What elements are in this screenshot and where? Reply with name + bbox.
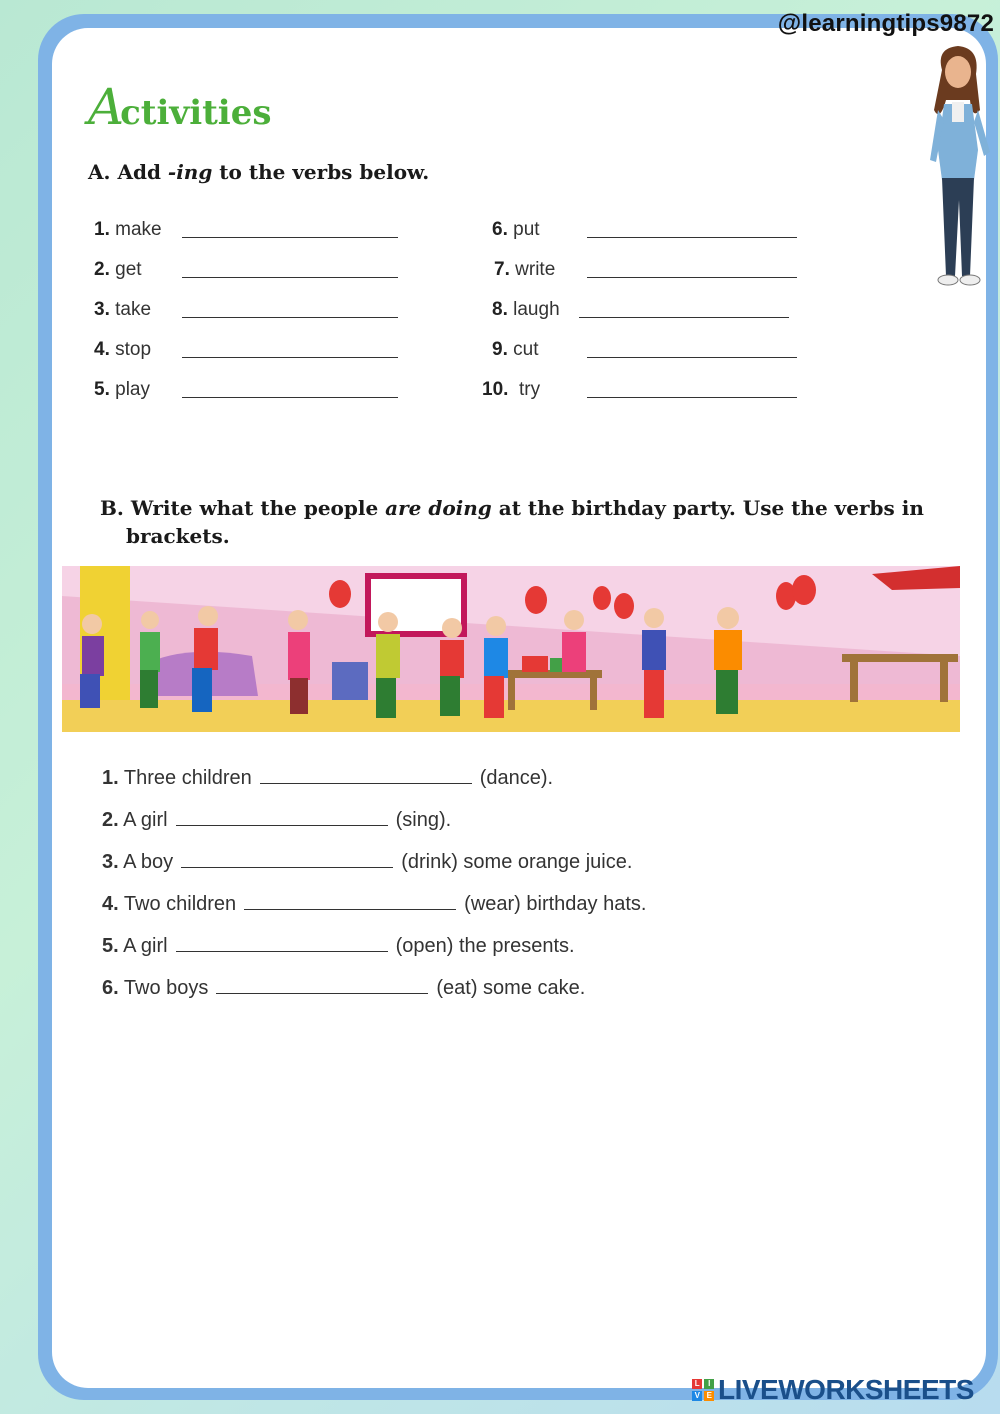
section-b-heading xyxy=(100,494,930,550)
sentence-3: 3. A boy (drink) some orange juice. xyxy=(102,851,633,873)
answer-line-6[interactable] xyxy=(587,237,797,238)
verb-item-1: 1. make xyxy=(94,219,162,240)
verb-item-3: 3. take xyxy=(94,299,152,320)
answer-line-5[interactable] xyxy=(182,397,398,398)
sentence-4: 4. Two children (wear) birthday hats. xyxy=(102,893,647,915)
sentence-5: 5. A girl (open) the presents. xyxy=(102,935,575,957)
section-a-rest: to the verbs below. xyxy=(212,160,430,184)
liveworksheets-logo-icon: L I V E xyxy=(692,1379,714,1401)
sentence-blank-4[interactable] xyxy=(244,891,456,910)
section-a-label: A. Add xyxy=(88,160,168,184)
channel-handle: @learningtips9872 xyxy=(777,10,994,37)
sentence-blank-5[interactable] xyxy=(176,933,388,952)
answer-line-9[interactable] xyxy=(587,357,797,358)
verb-item-10: 10. try xyxy=(482,379,541,400)
verb-item-7: 7. write xyxy=(494,259,556,280)
sentence-blank-6[interactable] xyxy=(216,975,428,994)
birthday-party-illustration xyxy=(62,566,960,732)
verb-item-9: 9. cut xyxy=(492,339,539,360)
verb-item-4: 4. stop xyxy=(94,339,152,360)
teacher-cartoon-image xyxy=(922,40,994,290)
answer-line-4[interactable] xyxy=(182,357,398,358)
section-a-heading xyxy=(88,160,429,184)
title-rest: ctivities xyxy=(120,93,272,133)
section-b-label: B. Write what the people xyxy=(100,496,386,520)
sentence-blank-1[interactable] xyxy=(260,765,472,784)
sentence-6: 6. Two boys (eat) some cake. xyxy=(102,977,586,999)
sentence-2: 2. A girl (sing). xyxy=(102,809,452,831)
sentence-blank-2[interactable] xyxy=(176,807,388,826)
answer-line-8[interactable] xyxy=(579,317,789,318)
verb-item-6: 6. put xyxy=(492,219,540,240)
sentence-blank-3[interactable] xyxy=(181,849,393,868)
answer-line-7[interactable] xyxy=(587,277,797,278)
section-b-emph: are doing xyxy=(385,496,492,520)
verb-item-5: 5. play xyxy=(94,379,150,400)
section-b-line2: brackets. xyxy=(126,524,230,548)
liveworksheets-logo-text: LIVEWORKSHEETS xyxy=(718,1374,974,1405)
sentence-1: 1. Three children (dance). xyxy=(102,767,554,789)
answer-line-1[interactable] xyxy=(182,237,398,238)
section-b-rest: at the birthday party. Use the verbs in xyxy=(491,496,924,520)
section-a-suffix: -ing xyxy=(167,160,213,184)
verb-item-8: 8. laugh xyxy=(492,299,560,320)
answer-line-3[interactable] xyxy=(182,317,398,318)
verb-item-2: 2. get xyxy=(94,259,142,280)
title-initial: A xyxy=(88,78,121,136)
activities-title xyxy=(88,78,272,136)
answer-line-2[interactable] xyxy=(182,277,398,278)
answer-line-10[interactable] xyxy=(587,397,797,398)
liveworksheets-logo[interactable] xyxy=(692,1374,974,1406)
